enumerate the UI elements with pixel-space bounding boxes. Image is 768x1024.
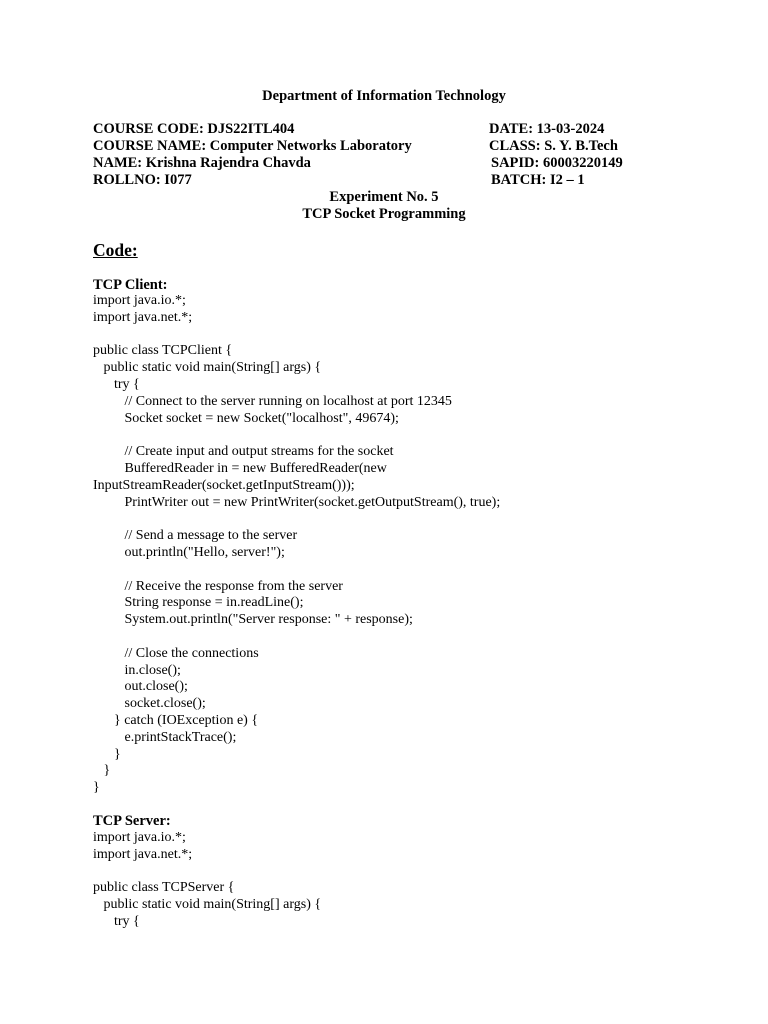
student-name: NAME: Krishna Rajendra Chavda: [93, 155, 311, 171]
tcp-server-code: import java.io.*; import java.net.*; public class TCPServer { public static void main(String[] args) { try {: [93, 830, 322, 929]
code-heading: Code:: [93, 240, 138, 260]
class: CLASS: S. Y. B.Tech: [489, 138, 618, 154]
tcp-client-heading: TCP Client:: [93, 277, 168, 293]
tcp-client-code: import java.io.*; import java.net.*; public class TCPClient { public static void main(String[] args) { try { // Connect to the server running on localhost at port 12345 Socket socket = new Socket("localhost", 49674); // Create input and output streams for the socket BufferedReader in = new BufferedReader(new InputStreamReader(socket.getInputStream())); PrintWriter out = new PrintWriter(socket.getOutputStream(), true); // Send a message to the server out.println("Hello, server!"); // Receive the response from the server String response = in.readLine(); System.out.println("Server response: " + response); // Close the connections in.close(); out.close(); socket.close(); } catch (IOException e) { e.printStackTrace(); } } }: [93, 293, 501, 796]
date: DATE: 13-03-2024: [489, 121, 605, 137]
rollno: ROLLNO: I077: [93, 172, 192, 188]
sapid: SAPID: 60003220149: [491, 155, 623, 171]
experiment-number: Experiment No. 5: [329, 189, 439, 205]
experiment-title: TCP Socket Programming: [302, 206, 466, 222]
course-code: COURSE CODE: DJS22ITL404: [93, 121, 295, 137]
department-title: Department of Information Technology: [262, 88, 506, 104]
batch: BATCH: I2 – 1: [491, 172, 585, 188]
tcp-server-heading: TCP Server:: [93, 813, 171, 829]
course-name: COURSE NAME: Computer Networks Laboratory: [93, 138, 412, 154]
